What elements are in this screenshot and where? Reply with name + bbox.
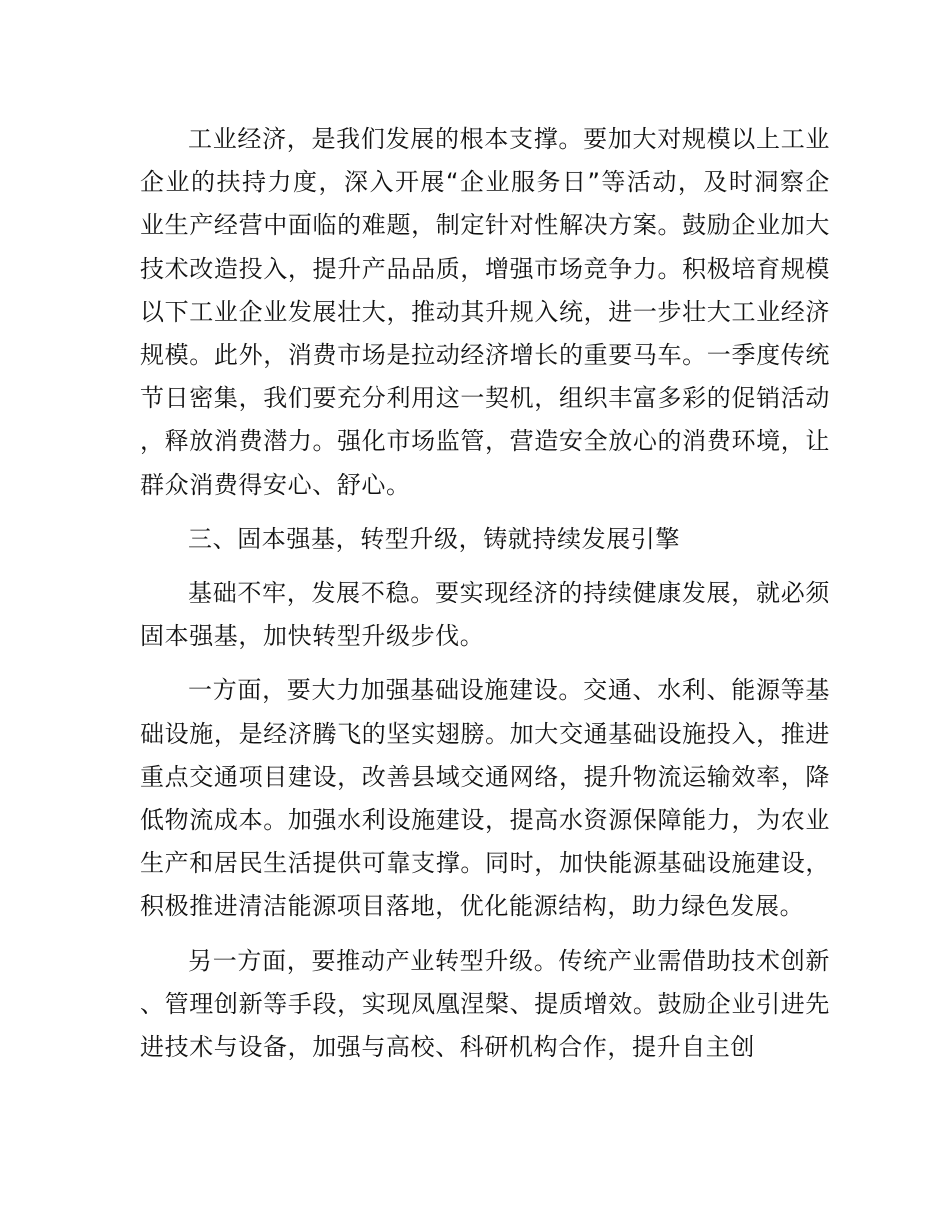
document-body	[140, 118, 830, 1080]
paragraph-industrial-economy: 工业经济，是我们发展的根本支撑。要加大对规模以上工业企业的扶持力度，深入开展“企业服务日”等活动，及时洞察企业生产经营中面临的难题，制定针对性解决方案。鼓励企业加大技术改造投入，提升产品品质，增强市场竞争力。积极培育规模以下工业企业发展壮大，推动其升规入统，进一步壮大工业经济规模。此外，消费市场是拉动经济增长的重要马车。一季度传统节日密集，我们要充分利用这一契机，组织丰富多彩的促销活动，释放消费潜力。强化市场监管，营造安全放心的消费环境，让群众消费得安心、舒心。	[140, 125, 830, 499]
section-heading-three: 三、固本强基，转型升级，铸就持续发展引擎	[188, 524, 680, 553]
paragraph-industry-upgrade: 另一方面，要推动产业转型升级。传统产业需借助技术创新、管理创新等手段，实现凤凰涅槃、提质增效。鼓励企业引进先进技术与设备，加强与高校、科研机构合作，提升自主创	[140, 946, 830, 1062]
paragraph-foundation: 基础不牢，发展不稳。要实现经济的持续健康发展，就必须固本强基，加快转型升级步伐。	[140, 579, 830, 651]
paragraph-infrastructure: 一方面，要大力加强基础设施建设。交通、水利、能源等基础设施，是经济腾飞的坚实翅膀。加大交通基础设施投入，推进重点交通项目建设，改善县域交通网络，提升物流运输效率，降低物流成本。加强水利设施建设，提高水资源保障能力，为农业生产和居民生活提供可靠支撑。同时，加快能源基础设施建设，积极推进清洁能源项目落地，优化能源结构，助力绿色发展。	[140, 676, 830, 921]
